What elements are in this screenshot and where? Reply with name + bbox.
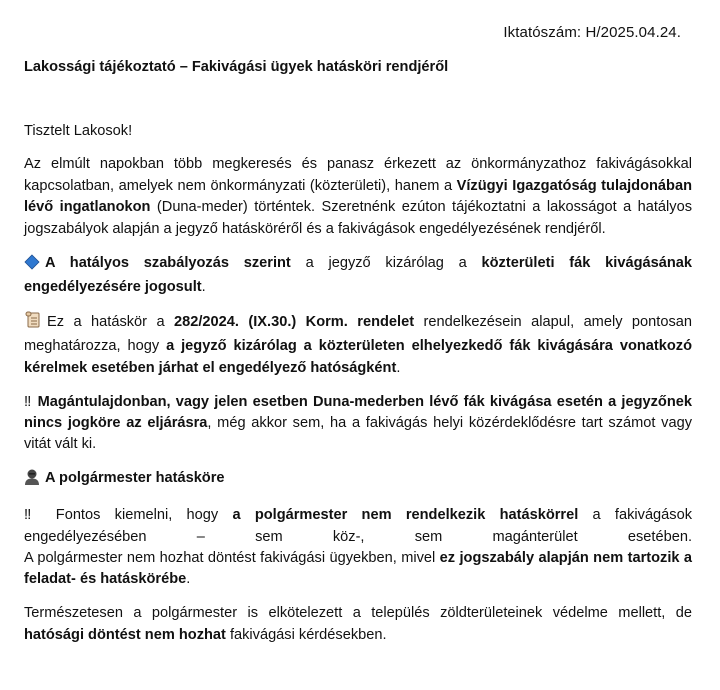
closing-text-1: Természetesen a polgármester is elkötelezett a település zöldterületeinek védelme mellett, de [24,605,692,622]
decree-text-1: Ez a hatáskör a [47,313,175,330]
double-exclamation-icon: ‼ [24,507,42,524]
closing-bold-1: hatósági döntést nem hozhat [24,626,226,643]
rule-bold-2: közterületi fák kivágásának engedélyezésére jogosult [24,254,692,295]
intro-bold-1: Vízügyi Igazgatóság tulajdonában lévő ingatlanokon [24,177,692,216]
decree-text-3: . [396,359,401,376]
closing-text-2: fakivágási kérdésekben. [225,626,387,643]
decree-bold-1: 282/2024. (IX.30.) Korm. rendelet [174,313,415,330]
intro-paragraph [24,154,692,240]
scroll-icon [24,311,42,336]
private-paragraph [24,392,692,456]
greeting: Tisztelt Lakosok! [24,123,133,139]
decree-bold-2: a jegyző kizárólag a közterületen elhelyezkedő fák kivágására vonatkozó kérelmek esetében járhat el engedélyező hatóságként [24,338,692,376]
mayor-text-2: a fakivágások engedélyezésében – sem köz-, sem magánterület esetében. [24,507,692,545]
intro-text-1: Az elmúlt napokban több megkeresés és panasz érkezett az önkormányzathoz fakivágásokkal kapcsolatban, amelyek nem önkormányzati (közterületi), hanem a [24,156,692,194]
mayor-heading-label: A polgármester hatásköre [45,470,225,487]
closing-paragraph [24,603,692,646]
rule-text-2: . [201,278,206,295]
decree-paragraph [24,311,692,379]
mayor-bold-2: ez jogszabály alapján nem tartozik a feladat- és hatáskörébe [24,550,692,588]
blue-diamond-icon [24,254,40,277]
mayor-text-4: . [186,571,191,588]
mayor-bold-1: a polgármester nem rendelkezik hatáskörrel [232,507,579,524]
intro-text-2: (Duna-meder) történtek. Szeretnénk ezúton tájékoztatni a lakosságot a hatályos jogszabályok alapján a jegyző hatásköréről és a fakivágások engedélyezésének rendjéről. [24,199,693,237]
mayor-text-1: Fontos kiemelni, hogy [41,507,233,524]
rule-bold-1: A hatályos szabályozás szerint [45,254,291,271]
mayor-paragraph [24,505,692,548]
document-title: Lakossági tájékoztató – Fakivágási ügyek hatásköri rendjéről [24,59,449,75]
registration-number: Iktatószám: H/2025.04.24. [503,24,681,41]
rule-text-1: a jegyző kizárólag a [290,254,482,271]
mayor-heading [24,468,692,492]
mayor-paragraph-continued [24,548,692,591]
decree-text-2: rendelkezésein alapul, amely pontosan meghatározza, hogy [24,313,692,355]
private-text-1: , még akkor sem, ha a fakivágás helyi közérdeklődésre tart számot vagy vitát vált ki. [24,414,693,453]
rule-paragraph [24,253,692,299]
document-body [24,121,692,659]
private-bold-1: Magántulajdonban, vagy jelen esetben Duna-mederben lévő fák kivágása esetén a jegyzőnek nincs jogköre az eljárásra [24,393,692,431]
mayor-text-3: A polgármester nem hozhat döntést fakivágási ügyekben, mivel [24,550,440,566]
person-icon [24,468,40,492]
double-exclamation-icon: ‼ [24,393,33,410]
